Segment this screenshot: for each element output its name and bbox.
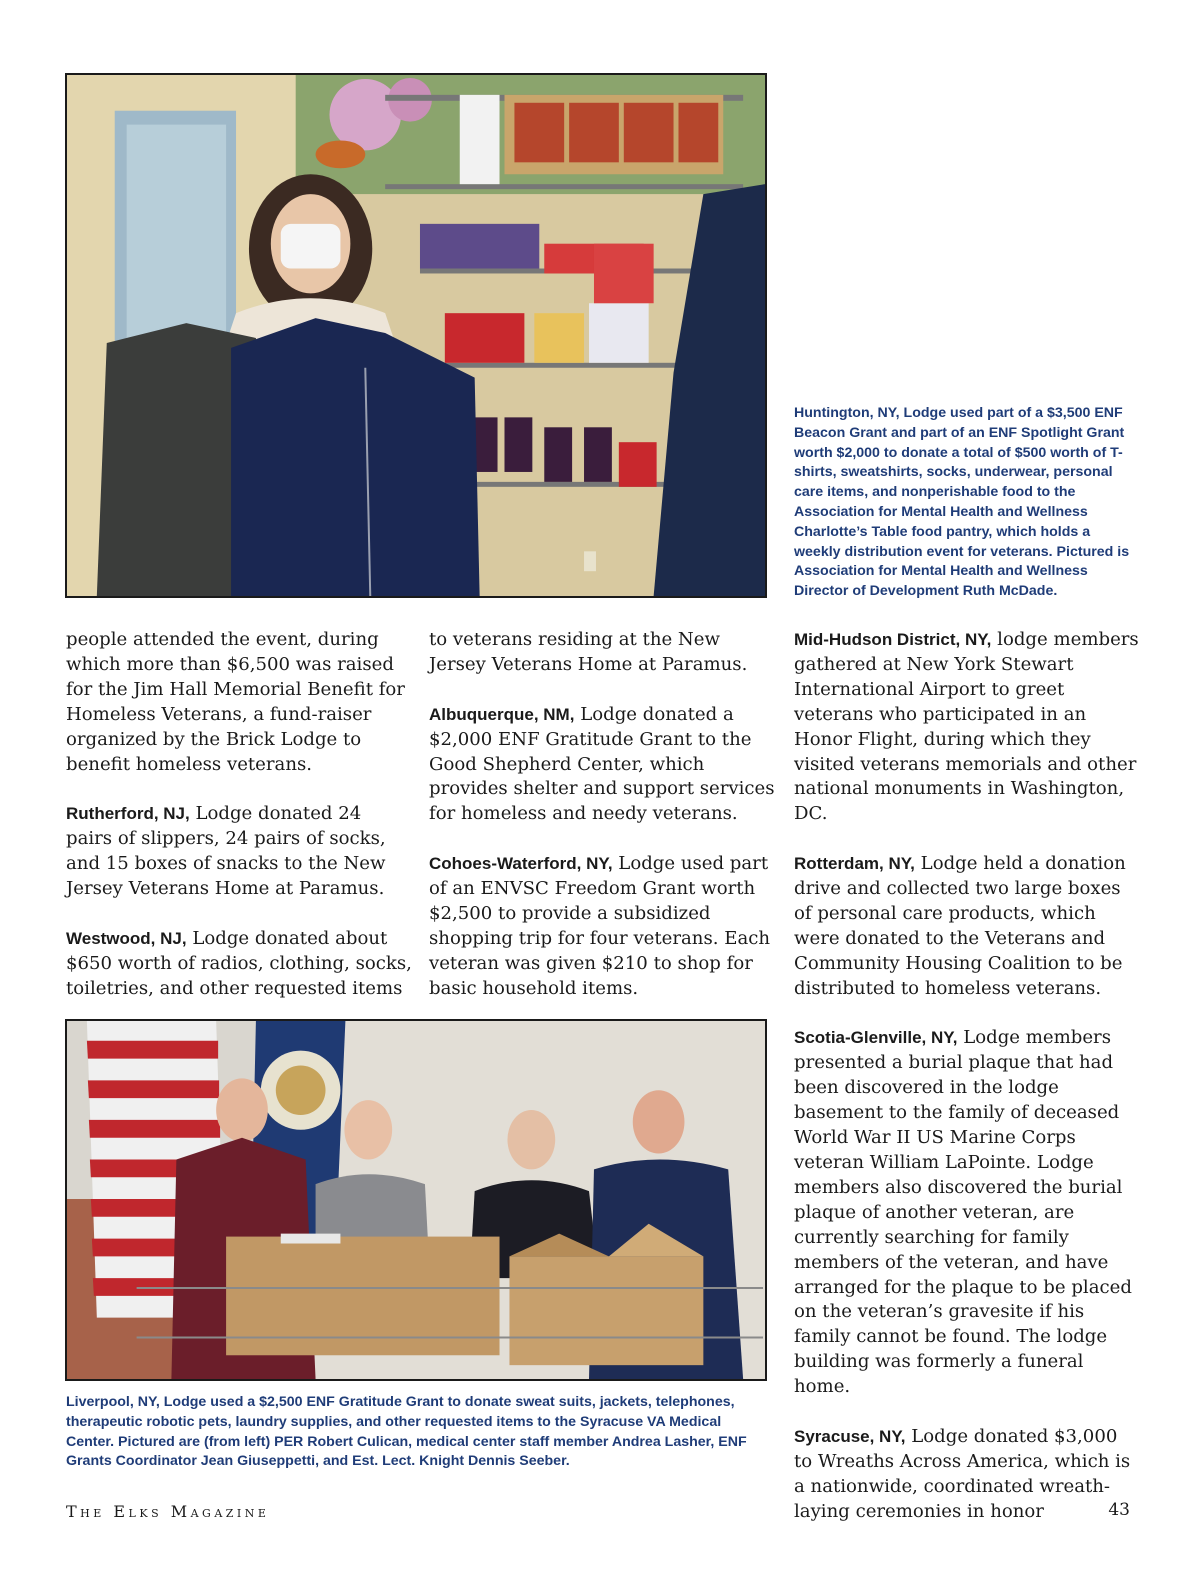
text-cohoes: Lodge used part of an ENVSC Freedom Grant worth $2,500 to provide a subsidized shopping trip for four veterans. Each veteran was given $210 to shop for basic household items.	[429, 853, 771, 999]
text-mid-hudson: lodge members gathered at New York Stewart International Airport to greet veterans who participated in an Honor Flight, during which they visited veterans memorials and other national monuments in Washington, DC.	[794, 629, 1139, 825]
photo-huntington-image	[67, 75, 765, 596]
text-rotterdam: Lodge held a donation drive and collected two large boxes of personal care products, which were donated to the Veterans and Community Housing Coalition to be distributed to homeless veterans.	[794, 853, 1126, 999]
caption-huntington-location: Huntington, NY,	[794, 405, 900, 421]
location-syracuse: Syracuse, NY,	[794, 1426, 906, 1446]
text-westwood: Lodge donated about $650 worth of radios, clothing, socks, toiletries, and other requested items	[66, 927, 412, 999]
photo-liverpool-image	[67, 1021, 765, 1379]
paragraph-westwood-continued: to veterans residing at the New Jersey Veterans Home at Paramus.	[429, 629, 748, 675]
text-albuquerque: Lodge donated a $2,000 ENF Gratitude Grant to the Good Shepherd Center, which provides shelter and support services for homeless and needy veterans.	[429, 703, 775, 825]
paragraph-mid-hudson	[794, 628, 1140, 827]
paragraph-brick-intro: people attended the event, during which more than $6,500 was raised for the Jim Hall Memorial Benefit for Homeless Veterans, a fund-raiser organized by the Brick Lodge to benefit homeless veterans.	[66, 629, 405, 775]
footer-magazine-title	[66, 1502, 269, 1521]
column-1	[66, 628, 412, 1026]
text-scotia: Lodge members presented a burial plaque that had been discovered in the lodge basement to the family of deceased World War II US Marine Corps veteran William LaPointe. Lodge members also discovered the burial plaque of another veteran, are currently searching for family members of the veteran, and have arranged for the plaque to be placed on the veteran’s gravesite if his family cannot be found. The lodge building was formerly a funeral home.	[794, 1027, 1132, 1398]
paragraph-westwood	[66, 927, 412, 1002]
location-rotterdam: Rotterdam, NY,	[794, 854, 915, 874]
text-syracuse: Lodge donated $3,000 to Wreaths Across America, which is a nationwide, coordinated wreath-laying ceremonies in honor	[794, 1425, 1131, 1522]
location-scotia: Scotia-Glenville, NY,	[794, 1028, 958, 1048]
caption-huntington	[794, 404, 1139, 602]
caption-liverpool-location: Liverpool, NY,	[66, 1394, 160, 1410]
paragraph-syracuse	[794, 1425, 1140, 1525]
page-number: 43	[1108, 1500, 1130, 1520]
location-albuquerque: Albuquerque, NM,	[429, 704, 575, 724]
location-cohoes: Cohoes-Waterford, NY,	[429, 854, 613, 874]
location-westwood: Westwood, NJ,	[66, 928, 187, 948]
paragraph-rutherford	[66, 802, 412, 902]
caption-liverpool	[66, 1393, 771, 1472]
text-rutherford: Lodge donated 24 pairs of slippers, 24 pairs of socks, and 15 boxes of snacks to the New Jersey Veterans Home at Paramus.	[66, 803, 386, 900]
paragraph-cohoes	[429, 852, 775, 1001]
column-2	[429, 628, 775, 1026]
footer-magazine-title-text: The Elks Magazine	[66, 1502, 270, 1521]
photo-liverpool	[65, 1019, 767, 1381]
photo-huntington	[65, 73, 767, 598]
location-mid-hudson: Mid-Hudson District, NY,	[794, 630, 992, 649]
column-3	[794, 628, 1140, 1549]
paragraph-rotterdam	[794, 852, 1140, 1001]
paragraph-scotia	[794, 1026, 1140, 1400]
paragraph-albuquerque	[429, 703, 775, 828]
caption-liverpool-text: Lodge used a $2,500 ENF Gratitude Grant to donate sweat suits, jackets, telephones, therapeutic robotic pets, laundry supplies, and other requested items to the Syracuse VA Medical Center. Pictured are (from left) PER Robert Culican, medical center staff member Andrea Lasher, ENF Grants Coordinator Jean Giuseppetti, and Est. Lect. Knight Dennis Seeber.	[66, 1394, 747, 1470]
caption-huntington-text: Lodge used part of a $3,500 ENF Beacon Grant and part of an ENF Spotlight Grant worth $2,000 to donate a total of $500 worth of T-shirts, sweatshirts, socks, underwear, personal care items, and nonperishable food to the Association for Mental Health and Wellness Charlotte’s Table food pantry, which holds a weekly distribution event for veterans. Pictured is Association for Mental Health and Wellness Director of Development Ruth McDade.	[794, 405, 1130, 600]
location-rutherford: Rutherford, NJ,	[66, 804, 190, 824]
